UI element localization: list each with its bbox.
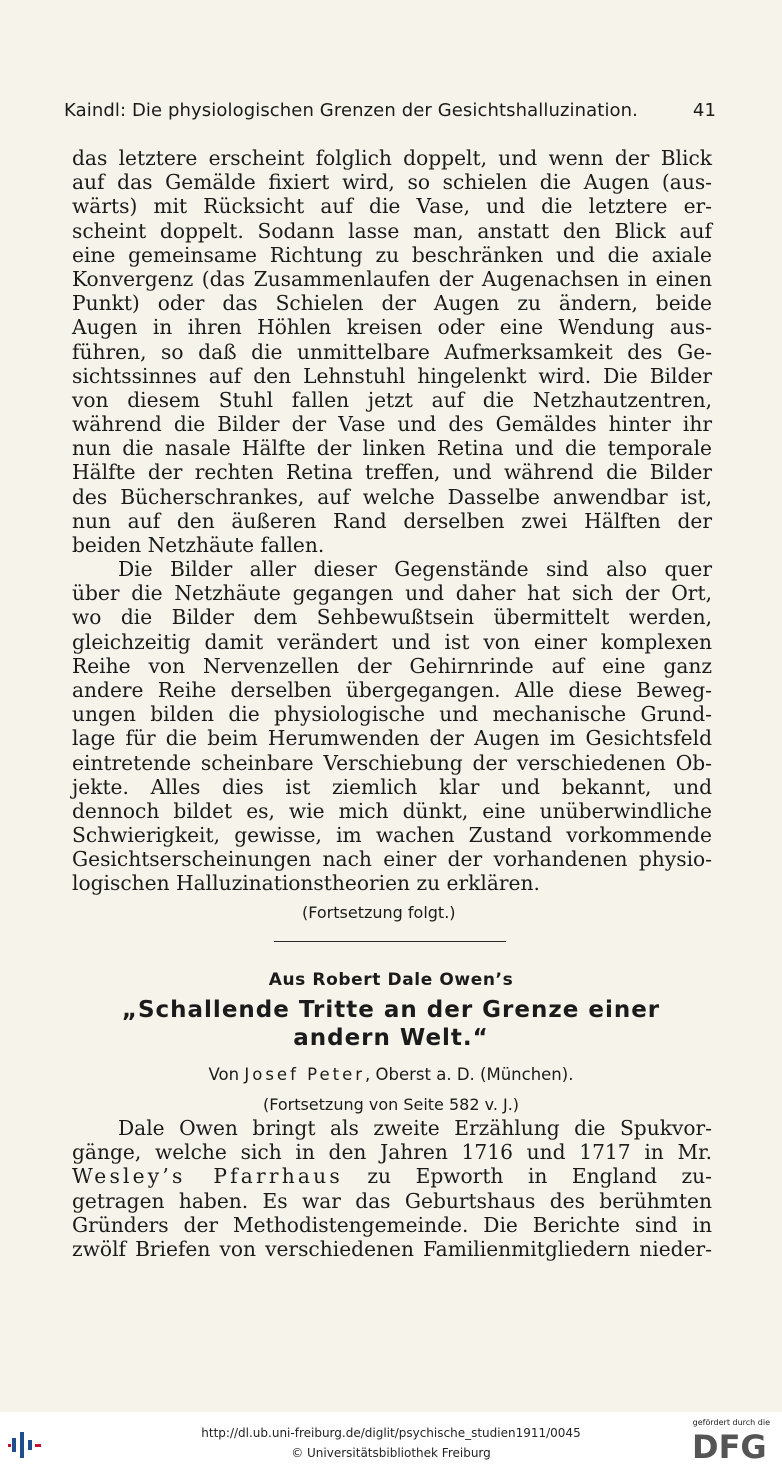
paragraph-3 (72, 1116, 712, 1261)
text-line: andere Reihe derselben übergegangen. Alle diese Beweg- (72, 677, 712, 702)
byline-rest: , Oberst a. D. (München). (365, 1065, 574, 1084)
text-line: von diesem Stuhl fallen jetzt auf die Netzhautzentren, (72, 387, 712, 412)
text-line: nun auf den äußeren Rand derselben zwei Hälften der (72, 508, 712, 533)
text-line: des Bücherschrankes, auf welche Dasselbe anwendbar ist, (72, 484, 712, 509)
article-title (0, 996, 782, 1052)
text-line: logischen Halluzinationstheorien zu erklären. (72, 871, 540, 896)
text-line: Die Bilder aller dieser Gegenstände sind also quer (118, 557, 712, 581)
text-line: ungen bilden die physiologische und mechanische Grund- (72, 702, 712, 727)
text-line: beiden Netzhäute fallen. (72, 533, 325, 557)
text-line: nun die nasale Hälfte der linken Retina und die temporale (72, 436, 712, 461)
text-line: Gründers der Methodistengemeinde. Die Berichte sind in (72, 1212, 712, 1237)
text-line: Schwierigkeit, gewisse, im wachen Zustand vorkommende (72, 823, 712, 848)
page-number: 41 (692, 100, 716, 121)
text-line: über die Netzhäute gegangen und daher hat sich der Ort, (72, 581, 712, 606)
text-line: Augen in ihren Höhlen kreisen oder eine Wendung aus- (72, 315, 712, 340)
continued-note: (Fortsetzung folgt.) (302, 903, 456, 922)
text-line: Reihe von Nervenzellen der Gehirnrinde auf eine ganz (72, 653, 712, 678)
paragraph-1 (72, 146, 712, 557)
article-byline (0, 1062, 782, 1088)
dfg-caption: gefördert durch die (692, 1418, 770, 1427)
text-line: wo die Bilder dem Sehbewußtsein übermittelt werden, (72, 605, 712, 630)
text-line: eintretende scheinbare Verschiebung der verschiedenen Ob- (72, 750, 712, 775)
text-line: Dale Owen bringt als zweite Erzählung die Spukvor- (118, 1116, 712, 1140)
text-line: sichtssinnes auf den Lehnstuhl hingelenkt wird. Die Bilder (72, 363, 712, 388)
byline-author: Josef Peter (244, 1065, 366, 1084)
text-span: zu Epworth in England zu- (342, 1164, 712, 1189)
text-line: Gesichtserscheinungen nach einer der vorhandenen physio- (72, 847, 712, 872)
dfg-logo-text: DFG (692, 1428, 767, 1462)
article-title-line: andern Welt.“ (293, 1025, 489, 1051)
text-line: getragen haben. Es war das Geburtshaus des berühmten (72, 1188, 712, 1213)
article-pretitle: Aus Robert Dale Owen’s (268, 970, 514, 990)
copyright-text: © Universitätsbibliothek Freiburg (291, 1446, 491, 1460)
text-line: lage für die beim Herumwenden der Augen im Gesichtsfeld (72, 726, 712, 751)
text-line: gleichzeitig damit verändert und ist von einer komplexen (72, 629, 712, 654)
text-line: wärts) mit Rücksicht auf die Vase, und die letztere er- (72, 194, 712, 219)
running-header (64, 98, 716, 124)
running-title: Kaindl: Die physiologischen Grenzen der Gesichtshalluzination. (64, 100, 638, 121)
article-title-line: „Schallende Tritte an der Grenze einer (121, 997, 661, 1023)
text-line: dennoch bildet es, wie mich dünkt, eine unüberwindliche (72, 798, 712, 823)
text-line: Punkt) oder das Schielen der Augen zu ändern, beide (72, 291, 712, 316)
dfg-logo-icon (692, 1428, 770, 1462)
spaced-name: Wesley’s Pfarrhaus (72, 1164, 343, 1189)
viewer-footer (0, 1412, 782, 1469)
text-line: eine gemeinsame Richtung zu beschränken und die axiale (72, 242, 712, 267)
text-line (72, 1164, 712, 1188)
text-line: während die Bilder der Vase und des Gemäldes hinter ihr (72, 412, 712, 437)
text-line: zwölf Briefen von verschiedenen Familienmitgliedern nieder- (72, 1236, 712, 1261)
section-divider (274, 941, 506, 942)
text-line: jekte. Alles dies ist ziemlich klar und bekannt, und (72, 774, 712, 799)
text-line: Konvergenz (das Zusammenlaufen der Augenachsen in einen (72, 266, 712, 291)
continuation-note: (Fortsetzung von Seite 582 v. J.) (262, 1095, 520, 1114)
text-line: führen, so daß die unmittelbare Aufmerksamkeit des Ge- (72, 339, 712, 364)
text-line: scheint doppelt. Sodann lasse man, anstatt den Blick auf (72, 218, 712, 243)
source-url-link[interactable]: http://dl.ub.uni-freiburg.de/diglit/psychische_studien1911/0045 (201, 1426, 581, 1440)
paragraph-2 (72, 557, 712, 896)
text-line: auf das Gemälde fixiert wird, so schielen die Augen (aus- (72, 170, 712, 195)
text-line: das letztere erscheint folglich doppelt, und wenn der Blick (72, 146, 712, 170)
text-line: gänge, welche sich in den Jahren 1716 und 1717 in Mr. (72, 1140, 712, 1165)
text-line: Hälfte der rechten Retina treffen, und während die Bilder (72, 460, 712, 485)
byline-von: Von (208, 1065, 240, 1084)
